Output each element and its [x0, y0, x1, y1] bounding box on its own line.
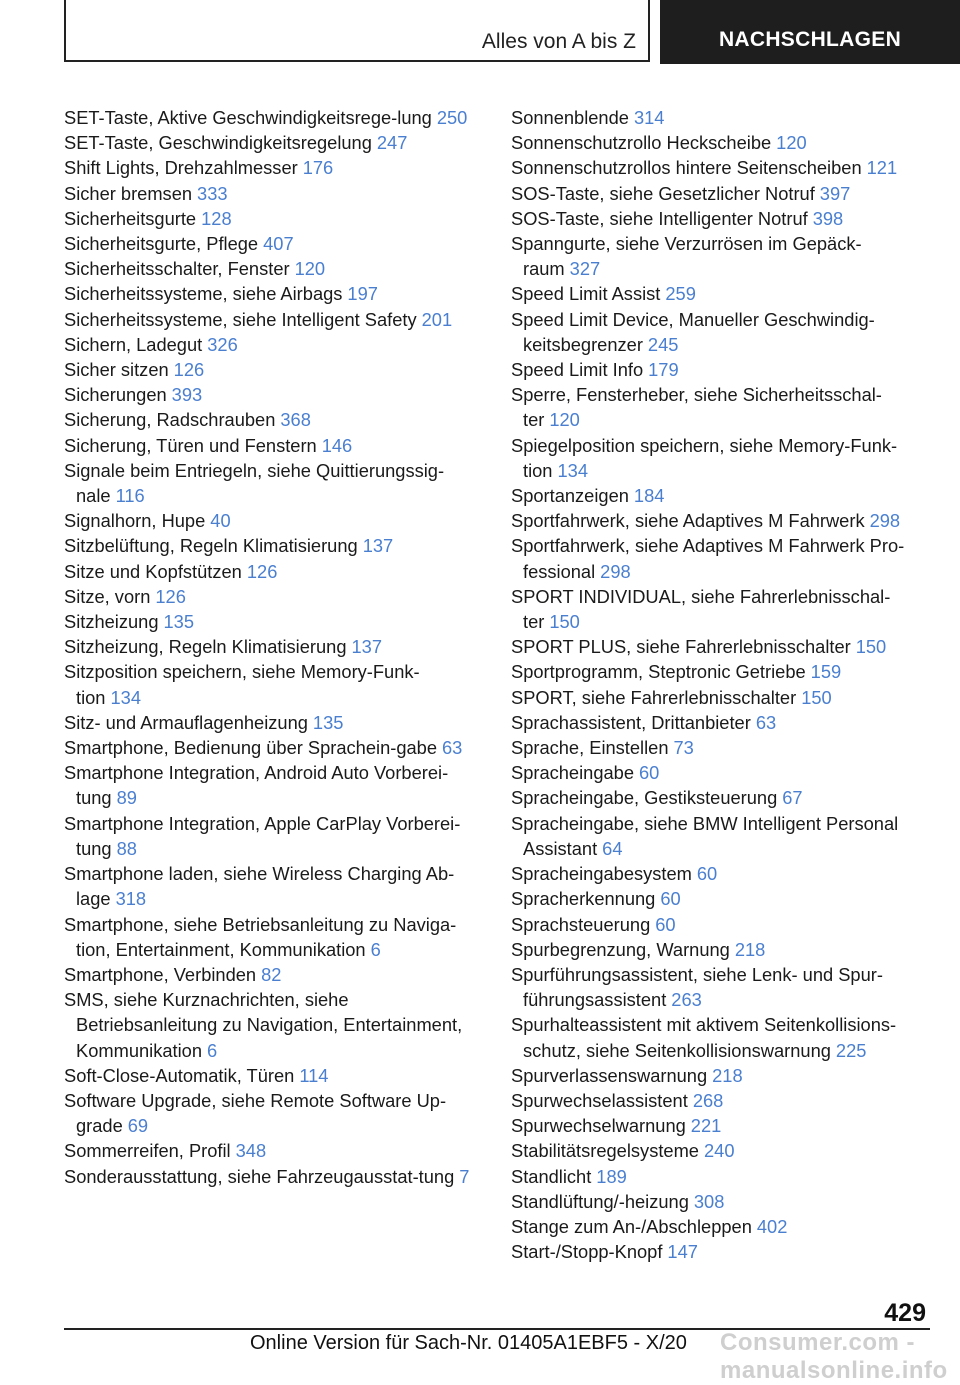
index-entry	[64, 155, 484, 180]
index-term: Sicherheitsschalter, Fenster	[64, 258, 290, 280]
index-entry	[511, 231, 931, 281]
index-entry	[511, 1138, 931, 1163]
index-term: Sportanzeigen	[511, 485, 629, 507]
index-term: Sprachsteuerung	[511, 913, 651, 935]
index-term: Speed Limit Info	[511, 359, 644, 381]
index-term: Spiegelposition speichern, siehe Memory-Funk-tion	[511, 434, 898, 481]
page-reference-link[interactable]: 126	[155, 585, 186, 607]
page-reference-link[interactable]: 63	[755, 711, 777, 733]
index-term: Smartphone, Bedienung über Sprachein-gabe	[64, 737, 437, 759]
index-entry	[511, 1239, 931, 1264]
page-number: 429	[884, 1299, 926, 1327]
index-entry	[64, 760, 484, 810]
page-reference-link[interactable]: 135	[312, 711, 344, 733]
index-entry	[64, 458, 484, 508]
index-term: Sicher bremsen	[64, 182, 193, 204]
index-entry	[511, 281, 931, 306]
page-reference-link[interactable]: 69	[127, 1115, 149, 1137]
index-term: Stange zum An-/Abschleppen	[511, 1215, 752, 1237]
index-entry	[511, 382, 931, 432]
page-reference-link[interactable]: 250	[436, 107, 468, 128]
page-reference-link[interactable]: 402	[756, 1215, 788, 1237]
page-reference-link[interactable]: 120	[549, 409, 580, 431]
index-entry	[64, 533, 484, 558]
index-entry	[64, 1088, 484, 1138]
page-reference-link[interactable]: 120	[776, 132, 807, 154]
index-term: Sicherung, Radschrauben	[64, 409, 276, 431]
index-entry	[511, 886, 931, 911]
index-entry	[64, 105, 484, 130]
index-entry	[511, 508, 931, 533]
index-term: Software Upgrade, siehe Remote Software Up-grade	[64, 1089, 447, 1137]
page-reference-link[interactable]: 245	[647, 333, 679, 355]
page-reference-link[interactable]: 6	[207, 1039, 218, 1061]
page-reference-link[interactable]: 263	[671, 989, 702, 1011]
page-reference-link[interactable]: 407	[263, 233, 294, 255]
index-entry	[64, 811, 484, 861]
page-reference-link[interactable]: 64	[602, 837, 623, 859]
index-entry	[511, 1189, 931, 1214]
index-term: SET-Taste, Aktive Geschwindigkeitsrege-lung	[64, 107, 432, 128]
index-term: Sonnenschutzrollos hintere Seitenscheiben	[511, 157, 862, 179]
page-reference-link[interactable]: 240	[703, 1140, 735, 1162]
page-reference-link[interactable]: 159	[810, 661, 842, 683]
page-reference-link[interactable]: 268	[692, 1089, 724, 1111]
index-term: Sicherheitssysteme, siehe Intelligent Safety	[64, 308, 417, 330]
page-reference-link[interactable]: 308	[693, 1190, 725, 1212]
index-term: Spracheingabesystem	[511, 863, 692, 885]
footer-watermark: Consumer.com - manualsonline.info	[720, 1329, 948, 1384]
index-term: Spurbegrenzung, Warnung	[511, 938, 730, 960]
index-term: Spracheingabe, Gestiksteuerung	[511, 787, 778, 809]
page-reference-link[interactable]: 82	[261, 963, 282, 985]
page-reference-link[interactable]: 398	[812, 207, 844, 229]
index-term: Spurwechselassistent	[511, 1089, 688, 1111]
index-term: Signalhorn, Hupe	[64, 510, 206, 532]
index-term: SPORT PLUS, siehe Fahrerlebnisschalter	[511, 636, 851, 658]
index-entry	[64, 357, 484, 382]
page-reference-link[interactable]: 393	[171, 384, 203, 406]
index-term: Spurverlassenswarnung	[511, 1064, 708, 1086]
index-entry	[64, 559, 484, 584]
index-term: SMS, siehe Kurznachrichten, siehe Betriebsanleitung zu Navigation, Entertainment, Kommunikation	[64, 989, 463, 1061]
page-reference-link[interactable]: 146	[321, 434, 353, 456]
index-term: Standlicht	[511, 1165, 592, 1187]
page-reference-link[interactable]: 397	[819, 182, 851, 204]
index-entry	[511, 685, 931, 710]
page-reference-link[interactable]: 247	[376, 132, 408, 154]
page-reference-link[interactable]: 126	[246, 560, 278, 582]
page-reference-link[interactable]: 221	[690, 1115, 722, 1137]
page-reference-link[interactable]: 298	[600, 560, 631, 582]
index-entry	[511, 634, 931, 659]
index-entry	[64, 206, 484, 231]
page-reference-link[interactable]: 225	[835, 1039, 867, 1061]
footer-online-version: Online Version für Sach-Nr. 01405A1EBF5 - X/20	[250, 1332, 687, 1354]
index-entry	[64, 634, 484, 659]
page-reference-link[interactable]: 218	[712, 1064, 743, 1086]
page-reference-link[interactable]: 60	[655, 913, 676, 935]
page-reference-link[interactable]: 128	[201, 207, 232, 229]
index-term: Standlüftung/-heizung	[511, 1190, 689, 1212]
index-term: Sonderausstattung, siehe Fahrzeugausstat-tung	[64, 1165, 455, 1187]
index-term: Stabilitätsregelsysteme	[511, 1140, 699, 1162]
page-reference-link[interactable]: 318	[115, 888, 147, 910]
index-term: Sitze, vorn	[64, 585, 151, 607]
index-term: Sonnenschutzrollo Heckscheibe	[511, 132, 772, 154]
page-reference-link[interactable]: 327	[569, 258, 601, 280]
index-term: Smartphone Integration, Android Auto Vorberei-tung	[64, 762, 449, 809]
index-term: Sportfahrwerk, siehe Adaptives M Fahrwerk Pro-fessional	[511, 535, 905, 582]
index-term: Spurhalteassistent mit aktivem Seitenkollisions-schutz, siehe Seitenkollisionswarnung	[511, 1014, 897, 1061]
index-entry	[511, 1164, 931, 1189]
index-term: Sonnenblende	[511, 107, 629, 128]
page-reference-link[interactable]: 201	[421, 308, 453, 330]
page-reference-link[interactable]: 326	[207, 333, 238, 355]
index-term: Smartphone, Verbinden	[64, 963, 257, 985]
index-column-right	[511, 105, 931, 1264]
page-reference-link[interactable]: 89	[116, 787, 137, 809]
index-entry	[64, 332, 484, 357]
index-term: SOS-Taste, siehe Gesetzlicher Notruf	[511, 182, 815, 204]
page-reference-link[interactable]: 150	[855, 636, 887, 658]
page-reference-link[interactable]: 134	[110, 686, 141, 708]
page-reference-link[interactable]: 60	[660, 888, 681, 910]
index-term: Sitzheizung, Regeln Klimatisierung	[64, 636, 347, 658]
index-entry	[511, 307, 931, 357]
page-reference-link[interactable]: 150	[549, 611, 580, 633]
index-entry	[64, 1164, 484, 1189]
index-term: Sprachassistent, Drittanbieter	[511, 711, 751, 733]
index-term: Spurwechselwarnung	[511, 1115, 686, 1137]
page-reference-link[interactable]: 40	[210, 510, 231, 532]
index-entry	[511, 357, 931, 382]
page-reference-link[interactable]: 120	[294, 258, 326, 280]
index-entry	[511, 206, 931, 231]
page-reference-link[interactable]: 348	[235, 1140, 267, 1162]
index-entry	[511, 861, 931, 886]
header-chapter-tab[interactable]	[660, 0, 960, 64]
index-entry	[511, 659, 931, 684]
index-entry	[64, 382, 484, 407]
index-entry	[64, 231, 484, 256]
index-entry	[64, 433, 484, 458]
page-reference-link[interactable]: 67	[782, 787, 803, 809]
index-entry	[511, 105, 931, 130]
page-reference-link[interactable]: 150	[801, 686, 832, 708]
index-term: Signale beim Entriegeln, siehe Quittierungssig-nale	[64, 459, 445, 507]
index-term: Sicherheitsgurte, Pflege	[64, 233, 259, 255]
index-term: Shift Lights, Drehzahlmesser	[64, 157, 298, 179]
index-term: Speed Limit Assist	[511, 283, 661, 305]
index-term: Sicherheitsgurte	[64, 207, 197, 229]
index-term: SPORT INDIVIDUAL, siehe Fahrerlebnisschal-ter	[511, 585, 891, 633]
index-term: Spracheingabe	[511, 762, 634, 784]
index-term: Start-/Stopp-Knopf	[511, 1241, 663, 1263]
index-entry	[511, 155, 931, 180]
index-entry	[511, 962, 931, 1012]
page-reference-link[interactable]: 176	[302, 157, 334, 179]
index-entry	[511, 710, 931, 735]
page-reference-link[interactable]: 333	[197, 182, 228, 204]
index-entry	[511, 533, 931, 583]
page-reference-link[interactable]: 314	[633, 107, 665, 128]
index-term: Sportprogramm, Steptronic Getriebe	[511, 661, 806, 683]
index-term: Smartphone laden, siehe Wireless Charging Ab-lage	[64, 863, 455, 910]
page-reference-link[interactable]: 368	[280, 409, 311, 431]
index-entry	[64, 281, 484, 306]
index-entry	[511, 760, 931, 785]
page-reference-link[interactable]: 73	[673, 737, 694, 759]
index-entry	[511, 1214, 931, 1239]
index-entry	[64, 987, 484, 1063]
index-entry	[511, 483, 931, 508]
index-term: Soft-Close-Automatik, Türen	[64, 1064, 295, 1086]
index-term: Sicherheitssysteme, siehe Airbags	[64, 283, 343, 305]
index-entry	[64, 181, 484, 206]
index-entry	[511, 1088, 931, 1113]
index-entry	[511, 811, 931, 861]
index-entry	[511, 433, 931, 483]
index-term: Spracherkennung	[511, 888, 656, 910]
page-reference-link[interactable]: 114	[299, 1064, 329, 1086]
index-term: Sicher sitzen	[64, 359, 169, 381]
index-entry	[64, 962, 484, 987]
index-term: Smartphone Integration, Apple CarPlay Vorberei-tung	[64, 812, 461, 859]
page-reference-link[interactable]: 147	[667, 1241, 698, 1263]
index-term: Sitzposition speichern, siehe Memory-Funk-tion	[64, 661, 420, 708]
index-entry	[64, 508, 484, 533]
index-entry	[511, 912, 931, 937]
page-reference-link[interactable]: 60	[639, 762, 660, 784]
index-entry	[64, 307, 484, 332]
page-reference-link[interactable]: 197	[347, 283, 378, 305]
page-reference-link[interactable]: 259	[665, 283, 696, 305]
header-chapter-label: NACHSCHLAGEN	[718, 28, 902, 51]
index-term: Sichern, Ladegut	[64, 333, 203, 355]
index-term: Sommerreifen, Profil	[64, 1140, 231, 1162]
page-reference-link[interactable]: 116	[115, 485, 145, 507]
page-reference-link[interactable]: 137	[362, 535, 394, 557]
index-term: Sprache, Einstellen	[511, 737, 669, 759]
index-entry	[511, 785, 931, 810]
page-reference-link[interactable]: 126	[173, 359, 205, 381]
page-reference-link[interactable]: 184	[633, 485, 665, 507]
index-term: Sitzbelüftung, Regeln Klimatisierung	[64, 535, 358, 557]
index-entry	[511, 735, 931, 760]
index-entry	[64, 1063, 484, 1088]
page-reference-link[interactable]: 179	[648, 359, 679, 381]
index-entry	[64, 584, 484, 609]
index-entry	[64, 912, 484, 962]
index-term: SPORT, siehe Fahrerlebnisschalter	[511, 686, 797, 708]
index-term: Spracheingabe, siehe BMW Intelligent Personal Assistant	[511, 812, 899, 859]
index-entry	[64, 659, 484, 709]
index-term: Sitze und Kopfstützen	[64, 560, 242, 582]
page-reference-link[interactable]: 137	[351, 636, 383, 658]
index-entry	[511, 1063, 931, 1088]
index-entry	[64, 256, 484, 281]
page-reference-link[interactable]: 218	[734, 938, 766, 960]
index-term: Smartphone, siehe Betriebsanleitung zu Naviga-tion, Entertainment, Kommunikation	[64, 913, 457, 960]
index-entry	[511, 130, 931, 155]
index-entry	[511, 181, 931, 206]
index-term: Sperre, Fensterheber, siehe Sicherheitsschal-ter	[511, 384, 882, 431]
index-term: Sportfahrwerk, siehe Adaptives M Fahrwerk	[511, 510, 865, 532]
index-term: Spanngurte, siehe Verzurrösen im Gepäck-raum	[511, 233, 862, 280]
index-entry	[64, 130, 484, 155]
index-term: Spurführungsassistent, siehe Lenk- und Spur-führungsassistent	[511, 963, 883, 1011]
page-reference-link[interactable]: 134	[557, 459, 588, 481]
index-entry	[64, 609, 484, 634]
page-reference-link[interactable]: 189	[596, 1165, 627, 1187]
index-entry	[64, 861, 484, 911]
page-reference-link[interactable]: 60	[696, 863, 718, 885]
index-column-left	[64, 105, 484, 1189]
page-reference-link[interactable]: 121	[866, 157, 898, 179]
index-entry	[511, 937, 931, 962]
page-reference-link[interactable]: 63	[442, 737, 463, 759]
index-term: Sitz- und Armauflagenheizung	[64, 711, 308, 733]
page-reference-link[interactable]: 7	[459, 1165, 470, 1187]
index-term: Sicherungen	[64, 384, 167, 406]
page-reference-link[interactable]: 135	[163, 611, 195, 633]
index-entry	[64, 710, 484, 735]
index-term: SET-Taste, Geschwindigkeitsregelung	[64, 132, 372, 154]
page-reference-link[interactable]: 88	[116, 837, 137, 859]
index-term: Sitzheizung	[64, 611, 159, 633]
index-entry	[511, 1012, 931, 1062]
index-entry	[64, 735, 484, 760]
index-entry	[511, 1113, 931, 1138]
index-term: Speed Limit Device, Manueller Geschwindig-keitsbegrenzer	[511, 308, 875, 355]
page-reference-link[interactable]: 298	[869, 510, 901, 532]
header-section-title: Alles von A bis Z	[481, 30, 636, 53]
index-entry	[64, 1138, 484, 1163]
page-reference-link[interactable]: 6	[370, 938, 381, 960]
index-term: SOS-Taste, siehe Intelligenter Notruf	[511, 207, 808, 229]
index-entry	[64, 407, 484, 432]
index-entry	[511, 584, 931, 634]
index-term: Sicherung, Türen und Fenstern	[64, 434, 317, 456]
